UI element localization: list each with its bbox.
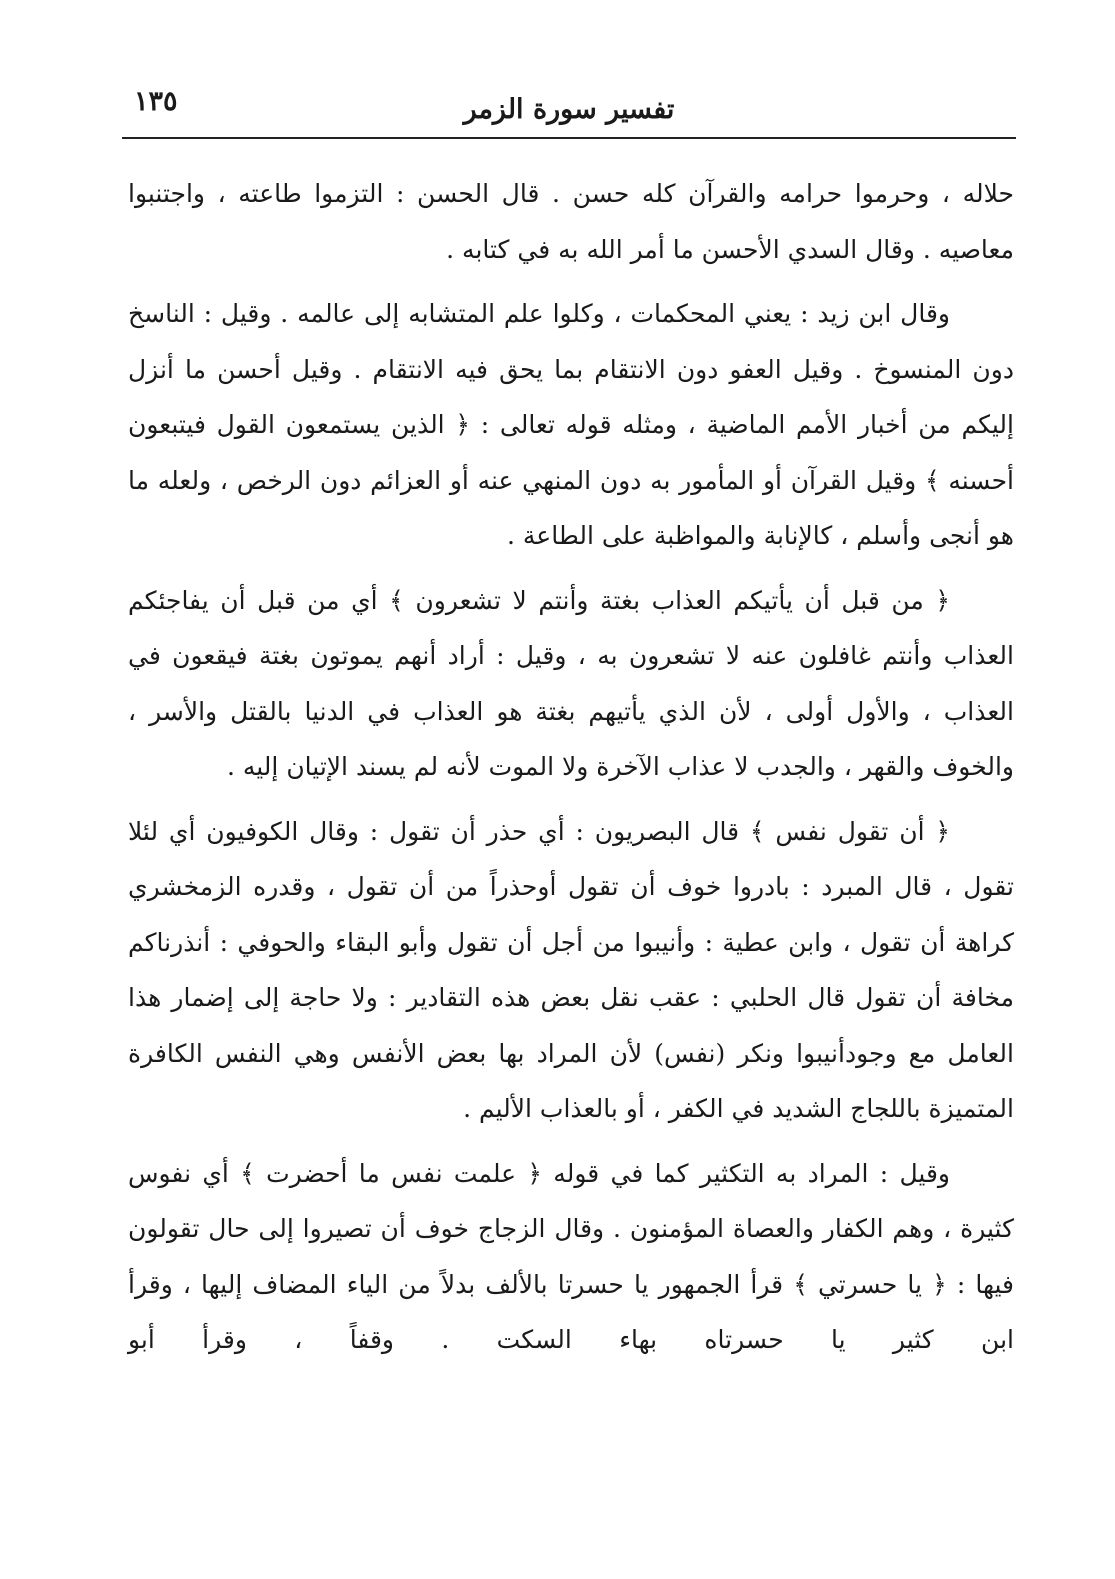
body-text: [128, 166, 1014, 1368]
page-number: ١٣٥: [134, 86, 178, 117]
paragraph: وقال ابن زيد : يعني المحكمات ، وكلوا علم المتشابه إلى عالمه . وقيل : الناسخ دون المنسوخ . وقيل العفو دون الانتقام بما يحق فيه الانتقام . وقيل أحسن ما أنزل إليكم من أخبار الأمم الماضية ، ومثله قوله تعالى : ﴿ الذين يستمعون القول فيتبعون أحسنه ﴾ وقيل القرآن أو المأمور به دون المنهي عنه أو العزائم دون الرخص ، ولعله ما هو أنجى وأسلم ، كالإنابة والمواظبة على الطاعة .: [128, 299, 1014, 550]
paragraph: ﴿ من قبل أن يأتيكم العذاب بغتة وأنتم لا تشعرون ﴾ أي من قبل أن يفاجئكم العذاب وأنتم غافلون عنه لا تشعرون به ، وقيل : أراد أنهم يموتون بغتة فيقعون في العذاب ، والأول أولى ، لأن الذي يأتيهم بغتة هو العذاب في الدنيا بالقتل والأسر ، والخوف والقهر ، والجدب لا عذاب الآخرة ولا الموت لأنه لم يسند الإتيان إليه .: [128, 585, 1014, 781]
page-header: [122, 84, 1016, 136]
running-title: تفسير سورة الزمر: [463, 94, 675, 125]
paragraph: حلاله ، وحرموا حرامه والقرآن كله حسن . قال الحسن : التزموا طاعته ، واجتنبوا معاصيه . وقال السدي الأحسن ما أمر الله به في كتابه .: [128, 179, 1014, 264]
paragraph: ﴿ أن تقول نفس ﴾ قال البصريون : أي حذر أن تقول : وقال الكوفيون أي لئلا تقول ، قال المبرد : بادروا خوف أن تقول أوحذراً من أن تقول ، وقدره الزمخشري كراهة أن تقول ، وابن عطية : وأنيبوا من أجل أن تقول وأبو البقاء والحوفي : أنذرناكم مخافة أن تقول قال الحلبي : عقب نقل بعض هذه التقادير : ولا حاجة إلى إضمار هذا العامل مع وجودأنيبوا ونكر (نفس) لأن المراد بها بعض الأنفس وهي النفس الكافرة المتميزة باللجاج الشديد في الكفر ، أو بالعذاب الأليم .: [128, 816, 1014, 1123]
paragraph: وقيل : المراد به التكثير كما في قوله ﴿ علمت نفس ما أحضرت ﴾ أي نفوس كثيرة ، وهم الكفار والعصاة المؤمنون . وقال الزجاج خوف أن تصيروا إلى حال تقولون فيها : ﴿ يا حسرتي ﴾ قرأ الجمهور يا حسرتا بالألف بدلاً من الياء المضاف إليها ، وقرأ ابن كثير يا حسرتاه بهاء السكت . وقفاً ، وقرأ أبو: [128, 1158, 1014, 1354]
header-rule: [122, 137, 1016, 139]
